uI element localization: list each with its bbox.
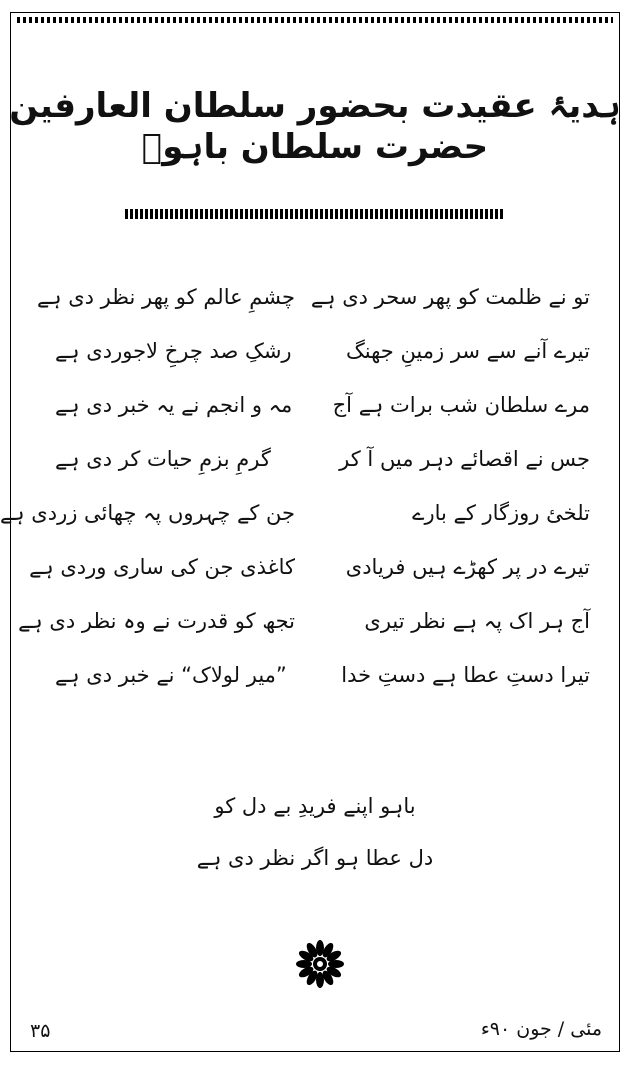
poem-couplets [0,270,590,702]
top-border-dashes [17,17,613,23]
closing-couplet [0,780,630,884]
couplet-first-line: تیرے آنے سے سر زمینِ جھنگ [345,339,590,363]
couplet-first-line: تیرا دستِ عطا ہے دستِ خدا [341,663,590,687]
couplet [55,324,590,378]
page-number: ۳۵ [30,1020,51,1042]
issue-date: مئی / جون ۹۰ء [480,1018,602,1040]
couplet [36,270,590,324]
couplet-first-line: جس نے اقصائے دہر میں آ کر [339,447,590,471]
couplet [55,432,590,486]
title-rule-divider [125,209,505,219]
couplet-first-line: آج ہر اک پہ ہے نظر تیری [364,609,590,633]
closing-line: باہو اپنے فریدِ بے دل کو [214,794,416,818]
couplet-second-line: چشمِ عالم کو پھر نظر دی ہے [36,285,295,309]
page-title: ہدیۂ عقیدت بحضور سلطان العارفین حضرت سلطان باہوؒ [9,86,621,167]
couplet-second-line: ”میر لولاک“ نے خبر دی ہے [55,663,287,687]
couplet [0,486,590,540]
couplet-first-line: تو نے ظلمت کو پھر سحر دی ہے [310,285,590,309]
closing-line: دل عطا ہو اگر نظر دی ہے [196,846,434,870]
couplet-first-line: تیرے در پر کھڑے ہیں فریادی [345,555,590,579]
couplet [18,594,590,648]
couplet-second-line: تجھ کو قدرت نے وہ نظر دی ہے [18,609,295,633]
couplet [55,378,590,432]
couplet [55,648,590,702]
couplet-first-line: مرے سلطان شب برات ہے آج [332,393,590,417]
couplet [29,540,590,594]
couplet-second-line: جن کے چہروں پہ چھائی زردی ہے [0,501,295,525]
couplet-second-line: کاغذی جن کی ساری وردی ہے [29,555,295,579]
couplet-second-line: رشکِ صد چرخِ لاجوردی ہے [55,339,292,363]
couplet-first-line: تلخئ روزگار کے بارے [412,501,590,525]
couplet-second-line: گرمِ بزمِ حیات کر دی ہے [55,447,271,471]
couplet-second-line: مہ و انجم نے یہ خبر دی ہے [55,393,293,417]
floral-ornament-icon [294,938,346,990]
